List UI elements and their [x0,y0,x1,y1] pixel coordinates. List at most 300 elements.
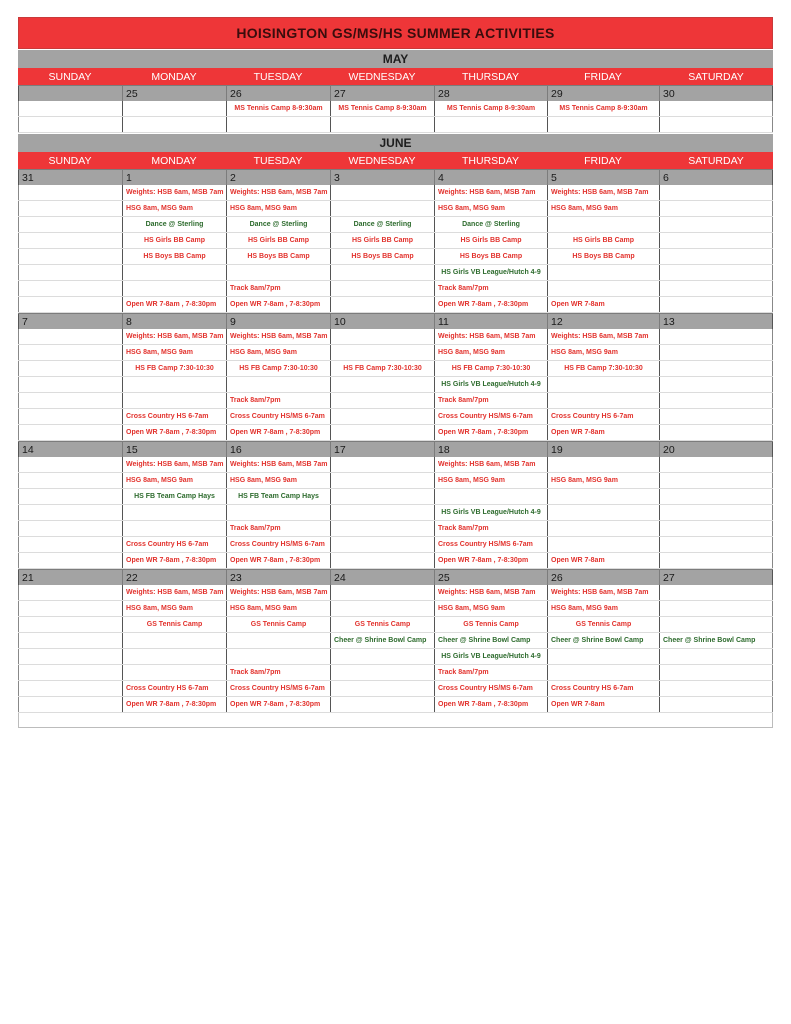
event-row [18,505,773,521]
event-cell [18,665,122,680]
event-entry: Track 8am/7pm [226,521,330,536]
event-entry: Track 8am/7pm [434,281,547,296]
event-cell [547,117,659,132]
event-cell [330,585,434,600]
event-cell [18,633,122,648]
event-entry: Cross Country HS 6-7am [122,681,226,696]
event-row [18,281,773,297]
event-entry: Open WR 7-8am , 7-8:30pm [434,425,547,440]
month-section-may [18,50,773,133]
event-entry: GS Tennis Camp [330,617,434,632]
date-number: 27 [330,86,434,101]
event-cell [547,505,659,520]
date-number: 9 [226,314,330,329]
event-cell [659,505,773,520]
date-number: 18 [434,442,547,457]
event-entry: GS Tennis Camp [122,617,226,632]
event-entry: Cross Country HS/MS 6-7am [434,537,547,552]
event-entry: Cross Country HS/MS 6-7am [226,681,330,696]
event-entry: HS Boys BB Camp [226,249,330,264]
week-date-row [18,85,773,101]
month-section-june [18,134,773,713]
event-entry: HSG 8am, MSG 9am [122,345,226,360]
event-entry: HS Boys BB Camp [547,249,659,264]
day-name-saturday: SATURDAY [688,70,744,83]
event-cell [659,117,773,132]
event-cell [18,233,122,248]
event-cell [330,409,434,424]
event-entry: Weights: HSB 6am, MSB 7am [122,457,226,472]
event-entry: HS Girls BB Camp [547,233,659,248]
event-row [18,393,773,409]
event-cell [547,521,659,536]
day-name-thursday: THURSDAY [462,70,519,83]
event-entry: HS FB Team Camp Hays [122,489,226,504]
event-entry: Weights: HSB 6am, MSB 7am [226,585,330,600]
day-name-header [18,68,773,85]
event-entry: HSG 8am, MSG 9am [434,201,547,216]
date-number: 30 [659,86,773,101]
event-cell [18,697,122,712]
event-cell [659,585,773,600]
event-cell [122,633,226,648]
event-cell [659,201,773,216]
event-row [18,521,773,537]
event-cell [330,521,434,536]
event-row [18,633,773,649]
calendar-week [18,169,773,313]
event-entry: Open WR 7-8am , 7-8:30pm [122,297,226,312]
date-number: 25 [122,86,226,101]
event-entry: HSG 8am, MSG 9am [547,201,659,216]
event-entry: Open WR 7-8am , 7-8:30pm [226,697,330,712]
calendar-footer-row [18,713,773,728]
event-entry: MS Tennis Camp 8-9:30am [226,101,330,116]
event-entry: Open WR 7-8am , 7-8:30pm [226,553,330,568]
event-entry: Weights: HSB 6am, MSB 7am [434,457,547,472]
event-cell [122,281,226,296]
event-entry: Cheer @ Shrine Bowl Camp [434,633,547,648]
event-row [18,585,773,601]
event-entry: HS Girls BB Camp [226,233,330,248]
event-row [18,101,773,117]
date-number: 13 [659,314,773,329]
event-entry: Open WR 7-8am , 7-8:30pm [226,425,330,440]
day-name-header [18,152,773,169]
event-entry: HSG 8am, MSG 9am [226,345,330,360]
event-cell [547,649,659,664]
event-entry: Open WR 7-8am , 7-8:30pm [434,297,547,312]
event-entry: HSG 8am, MSG 9am [547,473,659,488]
event-cell [226,505,330,520]
event-cell [122,393,226,408]
event-cell [226,377,330,392]
date-number: 20 [659,442,773,457]
date-number: 14 [18,442,122,457]
date-number: 12 [547,314,659,329]
event-entry: HS Girls VB League/Hutch 4-9 [434,505,547,520]
event-entry: Cross Country HS 6-7am [122,537,226,552]
event-cell [330,329,434,344]
event-cell [330,681,434,696]
event-cell [659,665,773,680]
event-cell [18,297,122,312]
event-cell [659,361,773,376]
event-cell [330,505,434,520]
event-entry: HSG 8am, MSG 9am [434,345,547,360]
event-cell [18,649,122,664]
event-row [18,681,773,697]
event-entry: HS Boys BB Camp [330,249,434,264]
event-entry: HS FB Camp 7:30-10:30 [434,361,547,376]
event-entry: Weights: HSB 6am, MSB 7am [547,185,659,200]
event-cell [330,345,434,360]
event-row [18,377,773,393]
event-cell [659,297,773,312]
event-cell [659,233,773,248]
event-cell [434,117,547,132]
event-entry: GS Tennis Camp [226,617,330,632]
event-cell [659,425,773,440]
event-entry: HS Girls BB Camp [122,233,226,248]
event-entry: HSG 8am, MSG 9am [122,473,226,488]
event-entry: HS Boys BB Camp [122,249,226,264]
event-cell [659,457,773,472]
event-entry: Open WR 7-8am , 7-8:30pm [122,425,226,440]
date-number: 21 [18,570,122,585]
event-cell [330,297,434,312]
event-cell [330,537,434,552]
calendar-week [18,569,773,713]
event-entry: HSG 8am, MSG 9am [122,601,226,616]
event-entry: Cross Country HS 6-7am [547,681,659,696]
event-cell [226,633,330,648]
event-cell [330,601,434,616]
event-cell [18,185,122,200]
date-number: 1 [122,170,226,185]
date-number: 27 [659,570,773,585]
event-entry: Cheer @ Shrine Bowl Camp [547,633,659,648]
event-entry: MS Tennis Camp 8-9:30am [547,101,659,116]
event-cell [18,617,122,632]
event-entry: Dance @ Sterling [330,217,434,232]
event-cell [226,649,330,664]
event-entry: Dance @ Sterling [122,217,226,232]
event-cell [659,409,773,424]
event-cell [659,489,773,504]
event-entry: HS Girls VB League/Hutch 4-9 [434,265,547,280]
event-row [18,617,773,633]
event-cell [659,249,773,264]
event-cell [122,649,226,664]
event-cell [330,553,434,568]
event-row [18,217,773,233]
date-number: 28 [434,86,547,101]
day-name-thursday: THURSDAY [462,154,519,167]
event-cell [18,101,122,116]
event-cell [226,117,330,132]
date-number: 16 [226,442,330,457]
event-row [18,249,773,265]
month-header: JUNE [18,134,773,152]
date-number: 29 [547,86,659,101]
event-cell [330,117,434,132]
date-number [18,86,122,101]
event-entry: MS Tennis Camp 8-9:30am [434,101,547,116]
event-cell [547,537,659,552]
event-cell [226,265,330,280]
event-entry: Open WR 7-8am , 7-8:30pm [434,697,547,712]
event-cell [659,281,773,296]
event-cell [330,377,434,392]
event-cell [18,585,122,600]
event-cell [18,425,122,440]
event-cell [18,409,122,424]
event-entry: Open WR 7-8am [547,297,659,312]
event-row [18,265,773,281]
event-cell [122,521,226,536]
event-cell [659,265,773,280]
event-entry: HS Girls VB League/Hutch 4-9 [434,649,547,664]
event-cell [122,117,226,132]
event-entry: HSG 8am, MSG 9am [122,201,226,216]
calendar-week [18,85,773,133]
event-cell [659,697,773,712]
day-name-wednesday: WEDNESDAY [348,70,416,83]
date-number: 4 [434,170,547,185]
event-cell [547,457,659,472]
event-entry: Weights: HSB 6am, MSB 7am [226,329,330,344]
event-entry: Open WR 7-8am , 7-8:30pm [434,553,547,568]
event-cell [659,377,773,392]
event-cell [330,201,434,216]
date-number: 23 [226,570,330,585]
day-name-sunday: SUNDAY [48,70,92,83]
event-row [18,697,773,713]
event-cell [330,185,434,200]
event-cell [18,117,122,132]
event-entry: HS FB Camp 7:30-10:30 [330,361,434,376]
week-date-row [18,313,773,329]
event-cell [18,489,122,504]
day-name-saturday: SATURDAY [688,154,744,167]
event-row [18,185,773,201]
event-entry: Weights: HSB 6am, MSB 7am [547,585,659,600]
event-cell [18,521,122,536]
event-entry: Cross Country HS/MS 6-7am [434,409,547,424]
event-entry: HSG 8am, MSG 9am [547,601,659,616]
date-number: 25 [434,570,547,585]
date-number: 6 [659,170,773,185]
date-number: 5 [547,170,659,185]
month-header: MAY [18,50,773,68]
event-row [18,425,773,441]
event-cell [547,281,659,296]
event-cell [18,361,122,376]
week-date-row [18,569,773,585]
event-row [18,649,773,665]
event-row [18,297,773,313]
event-entry: HSG 8am, MSG 9am [434,473,547,488]
event-cell [18,345,122,360]
date-number: 22 [122,570,226,585]
event-entry: GS Tennis Camp [434,617,547,632]
event-entry: HSG 8am, MSG 9am [434,601,547,616]
event-row [18,537,773,553]
event-cell [659,649,773,664]
event-entry: Track 8am/7pm [434,521,547,536]
event-entry: Track 8am/7pm [226,665,330,680]
event-entry: Track 8am/7pm [226,281,330,296]
date-number: 10 [330,314,434,329]
event-entry: Weights: HSB 6am, MSB 7am [226,185,330,200]
page-title: HOISINGTON GS/MS/HS SUMMER ACTIVITIES [18,17,773,49]
date-number: 26 [547,570,659,585]
event-cell [659,185,773,200]
event-cell [18,377,122,392]
event-entry: HS FB Camp 7:30-10:30 [226,361,330,376]
event-cell [18,281,122,296]
event-cell [659,537,773,552]
event-cell [18,457,122,472]
event-cell [330,489,434,504]
date-number: 3 [330,170,434,185]
event-entry: HS Girls BB Camp [330,233,434,248]
calendar-week [18,313,773,441]
event-entry: Weights: HSB 6am, MSB 7am [226,457,330,472]
event-cell [18,265,122,280]
event-cell [330,473,434,488]
event-entry: Track 8am/7pm [434,665,547,680]
event-cell [122,265,226,280]
event-entry: Open WR 7-8am , 7-8:30pm [122,697,226,712]
event-entry: Open WR 7-8am [547,425,659,440]
day-name-wednesday: WEDNESDAY [348,154,416,167]
event-row [18,409,773,425]
event-entry: HS FB Team Camp Hays [226,489,330,504]
event-cell [18,505,122,520]
event-cell [659,521,773,536]
months-container [18,49,773,713]
date-number: 19 [547,442,659,457]
event-row [18,233,773,249]
event-entry: Open WR 7-8am , 7-8:30pm [226,297,330,312]
event-cell [547,217,659,232]
event-cell [18,473,122,488]
event-cell [659,681,773,696]
event-entry: Cross Country HS/MS 6-7am [226,537,330,552]
event-entry: Open WR 7-8am , 7-8:30pm [122,553,226,568]
day-name-monday: MONDAY [151,70,197,83]
event-row [18,473,773,489]
event-entry: HS FB Camp 7:30-10:30 [547,361,659,376]
event-entry: Weights: HSB 6am, MSB 7am [434,585,547,600]
event-row [18,201,773,217]
event-cell [659,345,773,360]
event-row [18,457,773,473]
event-entry: HSG 8am, MSG 9am [226,473,330,488]
event-entry: Weights: HSB 6am, MSB 7am [122,185,226,200]
event-cell [547,665,659,680]
day-name-tuesday: TUESDAY [253,154,303,167]
event-entry: Weights: HSB 6am, MSB 7am [434,185,547,200]
event-cell [18,553,122,568]
event-cell [659,217,773,232]
week-date-row [18,441,773,457]
event-cell [18,681,122,696]
day-name-sunday: SUNDAY [48,154,92,167]
event-entry: Cross Country HS/MS 6-7am [226,409,330,424]
day-name-tuesday: TUESDAY [253,70,303,83]
event-cell [659,393,773,408]
event-cell [659,617,773,632]
event-cell [122,377,226,392]
event-cell [18,249,122,264]
date-number: 8 [122,314,226,329]
event-row [18,361,773,377]
event-entry: Cross Country HS 6-7am [547,409,659,424]
event-row [18,665,773,681]
event-cell [659,329,773,344]
event-entry: Weights: HSB 6am, MSB 7am [434,329,547,344]
event-cell [547,393,659,408]
event-entry: Track 8am/7pm [434,393,547,408]
event-cell [18,601,122,616]
date-number: 15 [122,442,226,457]
event-cell [547,489,659,504]
date-number: 24 [330,570,434,585]
activities-calendar [18,17,773,728]
event-entry: Cheer @ Shrine Bowl Camp [659,633,773,648]
event-row [18,345,773,361]
event-entry: Open WR 7-8am [547,553,659,568]
event-entry: Cheer @ Shrine Bowl Camp [330,633,434,648]
event-entry: HS Girls BB Camp [434,233,547,248]
day-name-monday: MONDAY [151,154,197,167]
event-entry: HSG 8am, MSG 9am [226,201,330,216]
day-name-friday: FRIDAY [584,154,622,167]
date-number: 17 [330,442,434,457]
event-entry: Weights: HSB 6am, MSB 7am [122,585,226,600]
event-cell [659,101,773,116]
event-cell [18,537,122,552]
event-entry: GS Tennis Camp [547,617,659,632]
event-cell [18,201,122,216]
event-cell [659,553,773,568]
event-row [18,117,773,133]
event-entry: Dance @ Sterling [434,217,547,232]
event-cell [18,217,122,232]
event-entry: HSG 8am, MSG 9am [547,345,659,360]
event-entry: HS FB Camp 7:30-10:30 [122,361,226,376]
event-entry: HSG 8am, MSG 9am [226,601,330,616]
date-number: 26 [226,86,330,101]
event-cell [330,393,434,408]
event-cell [330,665,434,680]
event-entry: HS Girls VB League/Hutch 4-9 [434,377,547,392]
event-cell [122,101,226,116]
event-entry: MS Tennis Camp 8-9:30am [330,101,434,116]
date-number: 2 [226,170,330,185]
week-date-row [18,169,773,185]
event-entry: Dance @ Sterling [226,217,330,232]
event-entry: Track 8am/7pm [226,393,330,408]
event-cell [18,329,122,344]
event-entry: Cross Country HS 6-7am [122,409,226,424]
event-cell [18,393,122,408]
event-cell [330,457,434,472]
date-number: 7 [18,314,122,329]
